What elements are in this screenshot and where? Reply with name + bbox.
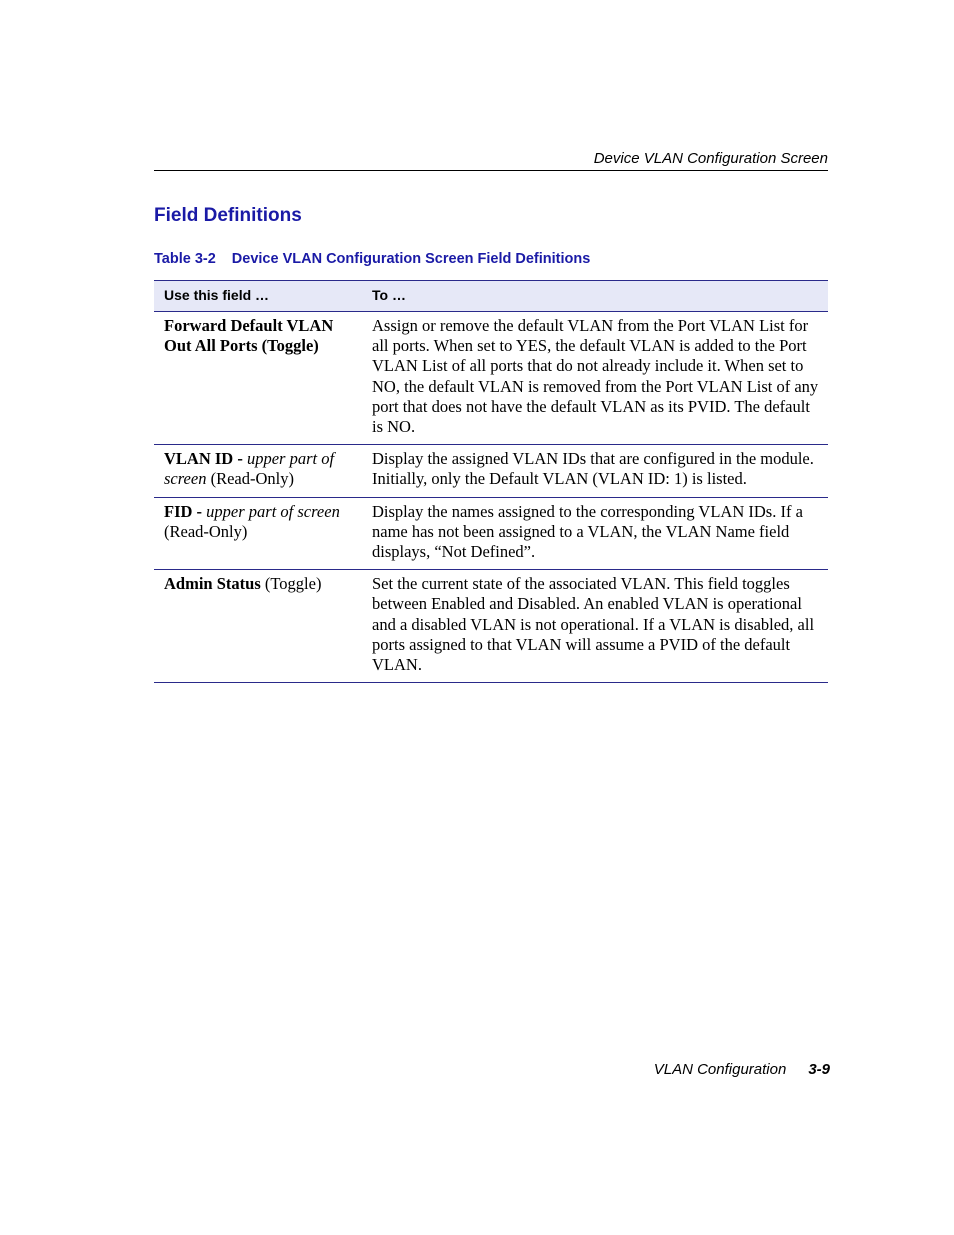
column-header-action: To … (362, 281, 828, 312)
field-name-italic: upper part of screen (206, 501, 340, 521)
field-name-cell (154, 570, 362, 683)
field-name-bold: VLAN ID - (164, 449, 247, 469)
table-row (154, 497, 828, 570)
table-caption-title: Device VLAN Configuration Screen Field Definitions (231, 251, 591, 267)
table-row (154, 445, 828, 497)
field-name-bold: FID - (164, 501, 207, 521)
field-description-cell: Display the names assigned to the corresponding VLAN IDs. If a name has not been assigned to a VLAN, the VLAN Name field displays, “Not Defined”. (362, 497, 828, 570)
field-name-plain: (Read-Only) (206, 469, 294, 489)
header-rule (154, 170, 828, 171)
page-footer (154, 1061, 830, 1079)
field-name-bold: Forward Default VLAN Out All Ports (Toggle) (164, 316, 334, 356)
field-description-cell: Display the assigned VLAN IDs that are configured in the module. Initially, only the Default VLAN (VLAN ID: 1) is listed. (362, 445, 828, 497)
table-row (154, 312, 828, 445)
table-caption (154, 250, 590, 268)
field-description-cell: Set the current state of the associated VLAN. This field toggles between Enabled and Disabled. An enabled VLAN is operational and a disabled VLAN is not operational. If a VLAN is disabled, all ports assigned to that VLAN will assume a PVID of the default VLAN. (362, 570, 828, 683)
footer-chapter: VLAN Configuration (653, 1061, 787, 1078)
column-header-field: Use this field … (154, 281, 362, 312)
field-name-italic: upper part of screen (164, 449, 335, 489)
table-header-row (154, 281, 828, 312)
field-name-plain: (Toggle) (260, 574, 322, 594)
field-name-cell (154, 445, 362, 497)
running-header: Device VLAN Configuration Screen (593, 150, 828, 167)
section-title: Field Definitions (154, 205, 302, 226)
field-name-plain: (Read-Only) (164, 521, 248, 541)
table-row (154, 570, 828, 683)
table-caption-number: Table 3-2 (154, 251, 216, 267)
field-description-cell: Assign or remove the default VLAN from the Port VLAN List for all ports. When set to YES, the default VLAN is added to the Port VLAN List of all ports that do not already include it. When set to NO, the default VLAN is removed from the Port VLAN List of any port that does not have the default VLAN as its PVID. The default is NO. (362, 312, 828, 445)
footer-page-number: 3-9 (808, 1061, 830, 1078)
field-name-cell (154, 497, 362, 570)
field-name-cell (154, 312, 362, 445)
field-definitions-table (154, 280, 828, 683)
field-name-bold: Admin Status (164, 574, 261, 594)
